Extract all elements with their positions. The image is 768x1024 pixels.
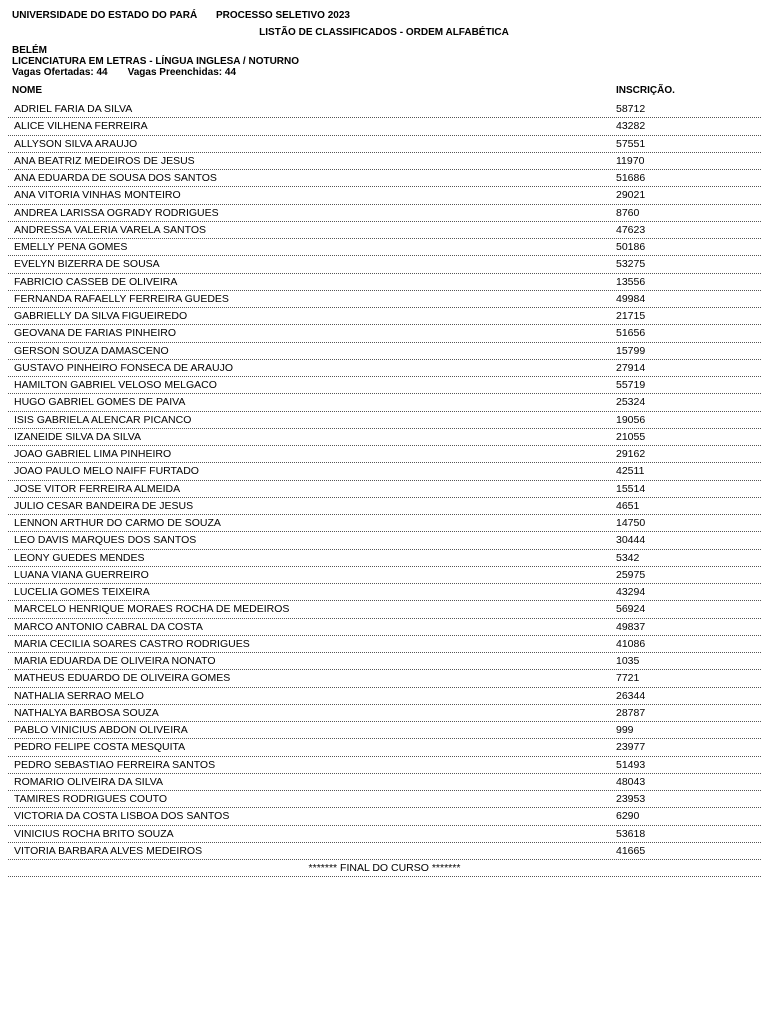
registration-number: 57551	[616, 137, 646, 150]
table-row	[8, 360, 761, 377]
table-row	[8, 136, 761, 153]
table-row	[8, 101, 761, 118]
candidate-name: PEDRO SEBASTIAO FERREIRA SANTOS	[14, 758, 216, 771]
registration-number: 43282	[616, 120, 646, 133]
candidate-name: VITORIA BARBARA ALVES MEDEIROS	[14, 844, 203, 857]
table-row	[8, 739, 761, 756]
registration-number: 7721	[616, 672, 640, 685]
column-header-inscricao: INSCRIÇÃO.	[616, 85, 675, 96]
table-row	[8, 308, 761, 325]
table-row	[8, 256, 761, 273]
registration-number: 6290	[616, 810, 640, 823]
candidate-name: ROMARIO OLIVEIRA DA SILVA	[14, 775, 163, 788]
registration-number: 56924	[616, 603, 646, 616]
registration-number: 25975	[616, 568, 646, 581]
table-row	[8, 187, 761, 204]
registration-number: 21715	[616, 310, 646, 322]
registration-number: 41086	[616, 637, 646, 650]
candidate-name: GERSON SOUZA DAMASCENO	[14, 344, 169, 357]
candidate-name: LEO DAVIS MARQUES DOS SANTOS	[14, 534, 197, 547]
table-row	[8, 826, 761, 843]
table-row	[8, 532, 761, 549]
table-row	[8, 291, 761, 308]
table-row	[8, 429, 761, 446]
candidate-name: MATHEUS EDUARDO DE OLIVEIRA GOMES	[14, 672, 231, 685]
candidate-name: GEOVANA DE FARIAS PINHEIRO	[14, 327, 177, 340]
candidate-name: FABRICIO CASSEB DE OLIVEIRA	[14, 275, 178, 288]
table-row	[8, 584, 761, 601]
registration-number: 51656	[616, 327, 646, 340]
end-of-course-marker: ******* FINAL DO CURSO *******	[8, 860, 761, 877]
candidate-name: VICTORIA DA COSTA LISBOA DOS SANTOS	[14, 810, 230, 823]
candidate-name: FERNANDA RAFAELLY FERREIRA GUEDES	[14, 292, 229, 305]
table-row	[8, 653, 761, 670]
registration-number: 19056	[616, 413, 646, 426]
registration-number: 30444	[616, 534, 646, 547]
table-row	[8, 757, 761, 774]
candidate-name: VINICIUS ROCHA BRITO SOUZA	[14, 827, 174, 840]
table-row	[8, 343, 761, 360]
registration-number: 15514	[616, 482, 646, 495]
candidate-name: TAMIRES RODRIGUES COUTO	[14, 793, 168, 805]
table-row	[8, 377, 761, 394]
candidate-name: GABRIELLY DA SILVA FIGUEIREDO	[14, 310, 188, 322]
table-row	[8, 601, 761, 618]
registration-number: 5342	[616, 551, 640, 564]
table-row	[8, 515, 761, 532]
candidate-name: ANDRESSA VALERIA VARELA SANTOS	[14, 223, 206, 236]
candidate-name: ADRIEL FARIA DA SILVA	[14, 103, 133, 115]
candidate-name: PABLO VINICIUS ABDON OLIVEIRA	[14, 724, 188, 736]
table-row	[8, 463, 761, 480]
candidate-name: NATHALIA SERRAO MELO	[14, 689, 144, 702]
candidate-name: LUCELIA GOMES TEIXEIRA	[14, 586, 150, 598]
registration-number: 43294	[616, 586, 646, 598]
vacancies-line	[12, 67, 299, 78]
registration-number: 47623	[616, 223, 646, 236]
table-row	[8, 843, 761, 860]
candidate-name: JULIO CESAR BANDEIRA DE JESUS	[14, 499, 194, 512]
table-row	[8, 325, 761, 342]
registration-number: 999	[616, 724, 634, 736]
registration-number: 28787	[616, 706, 646, 719]
table-row	[8, 705, 761, 722]
table-row	[8, 412, 761, 429]
classified-list	[8, 101, 761, 877]
registration-number: 29021	[616, 189, 646, 202]
registration-number: 14750	[616, 517, 646, 529]
registration-number: 29162	[616, 448, 646, 460]
candidate-name: ISIS GABRIELA ALENCAR PICANCO	[14, 413, 192, 426]
registration-number: 42511	[616, 465, 645, 478]
registration-number: 4651	[616, 499, 640, 512]
candidate-name: LUANA VIANA GUERREIRO	[14, 568, 149, 581]
candidate-name: MARCO ANTONIO CABRAL DA COSTA	[14, 620, 203, 633]
registration-number: 8760	[616, 206, 640, 219]
table-row	[8, 394, 761, 411]
vacancies-filled: Vagas Preenchidas: 44	[127, 67, 237, 78]
course-name: LICENCIATURA EM LETRAS - LÍNGUA INGLESA / NOTURNO	[12, 56, 300, 67]
candidate-name: HUGO GABRIEL GOMES DE PAIVA	[14, 396, 186, 409]
table-row	[8, 118, 761, 135]
registration-number: 1035	[616, 655, 640, 667]
column-header-nome: NOME	[12, 85, 42, 96]
registration-number: 49837	[616, 620, 646, 633]
registration-number: 23953	[616, 793, 646, 805]
candidate-name: JOAO PAULO MELO NAIFF FURTADO	[14, 465, 199, 478]
table-row	[8, 205, 761, 222]
registration-number: 23977	[616, 741, 646, 754]
candidate-name: JOSE VITOR FERREIRA ALMEIDA	[14, 482, 181, 495]
registration-number: 50186	[616, 241, 646, 253]
candidate-name: MARIA EDUARDA DE OLIVEIRA NONATO	[14, 655, 216, 667]
registration-number: 58712	[616, 103, 646, 115]
candidate-name: ANDREA LARISSA OGRADY RODRIGUES	[14, 206, 219, 219]
university-name: UNIVERSIDADE DO ESTADO DO PARÁ	[12, 10, 198, 21]
table-row	[8, 688, 761, 705]
registration-number: 11970	[616, 154, 645, 167]
registration-number: 27914	[616, 361, 646, 374]
candidate-name: GUSTAVO PINHEIRO FONSECA DE ARAUJO	[14, 361, 233, 374]
table-row	[8, 791, 761, 808]
table-row	[8, 722, 761, 739]
list-subtitle: LISTÃO DE CLASSIFICADOS - ORDEM ALFABÉTICA	[259, 27, 509, 38]
candidate-name: JOAO GABRIEL LIMA PINHEIRO	[14, 448, 172, 460]
table-header	[12, 85, 762, 99]
candidate-name: ANA BEATRIZ MEDEIROS DE JESUS	[14, 154, 195, 167]
table-row	[8, 774, 761, 791]
city-name: BELÉM	[12, 45, 47, 56]
table-row	[8, 239, 761, 256]
registration-number: 26344	[616, 689, 646, 702]
vacancies-offered: Vagas Ofertadas: 44	[12, 67, 108, 78]
candidate-name: PEDRO FELIPE COSTA MESQUITA	[14, 741, 186, 754]
table-row	[8, 567, 761, 584]
candidate-name: MARIA CECILIA SOARES CASTRO RODRIGUES	[14, 637, 250, 650]
table-row	[8, 446, 761, 463]
registration-number: 13556	[616, 275, 646, 288]
candidate-name: LEONY GUEDES MENDES	[14, 551, 145, 564]
registration-number: 25324	[616, 396, 646, 409]
registration-number: 48043	[616, 775, 646, 788]
registration-number: 51686	[616, 172, 646, 184]
table-row	[8, 619, 761, 636]
registration-number: 41665	[616, 844, 646, 857]
candidate-name: ALICE VILHENA FERREIRA	[14, 120, 148, 133]
table-row	[8, 481, 761, 498]
table-row	[8, 498, 761, 515]
document-header	[12, 10, 350, 21]
table-row	[8, 550, 761, 567]
candidate-name: EVELYN BIZERRA DE SOUSA	[14, 258, 160, 271]
candidate-name: ANA EDUARDA DE SOUSA DOS SANTOS	[14, 172, 217, 184]
table-row	[8, 808, 761, 825]
candidate-name: LENNON ARTHUR DO CARMO DE SOUZA	[14, 517, 221, 529]
candidate-name: EMELLY PENA GOMES	[14, 241, 128, 253]
registration-number: 21055	[616, 430, 646, 443]
table-row	[8, 670, 761, 687]
registration-number: 49984	[616, 292, 646, 305]
table-row	[8, 636, 761, 653]
registration-number: 53618	[616, 827, 646, 840]
candidate-name: NATHALYA BARBOSA SOUZA	[14, 706, 159, 719]
course-info	[12, 45, 299, 78]
registration-number: 55719	[616, 379, 646, 391]
registration-number: 53275	[616, 258, 646, 271]
table-row	[8, 222, 761, 239]
candidate-name: HAMILTON GABRIEL VELOSO MELGACO	[14, 379, 217, 391]
process-title: PROCESSO SELETIVO 2023	[216, 10, 350, 21]
registration-number: 51493	[616, 758, 646, 771]
table-row	[8, 170, 761, 187]
table-row	[8, 153, 761, 170]
candidate-name: ANA VITORIA VINHAS MONTEIRO	[14, 189, 181, 202]
candidate-name: MARCELO HENRIQUE MORAES ROCHA DE MEDEIROS	[14, 603, 290, 616]
table-row	[8, 274, 761, 291]
candidate-name: ALLYSON SILVA ARAUJO	[14, 137, 138, 150]
registration-number: 15799	[616, 344, 646, 357]
candidate-name: IZANEIDE SILVA DA SILVA	[14, 430, 142, 443]
